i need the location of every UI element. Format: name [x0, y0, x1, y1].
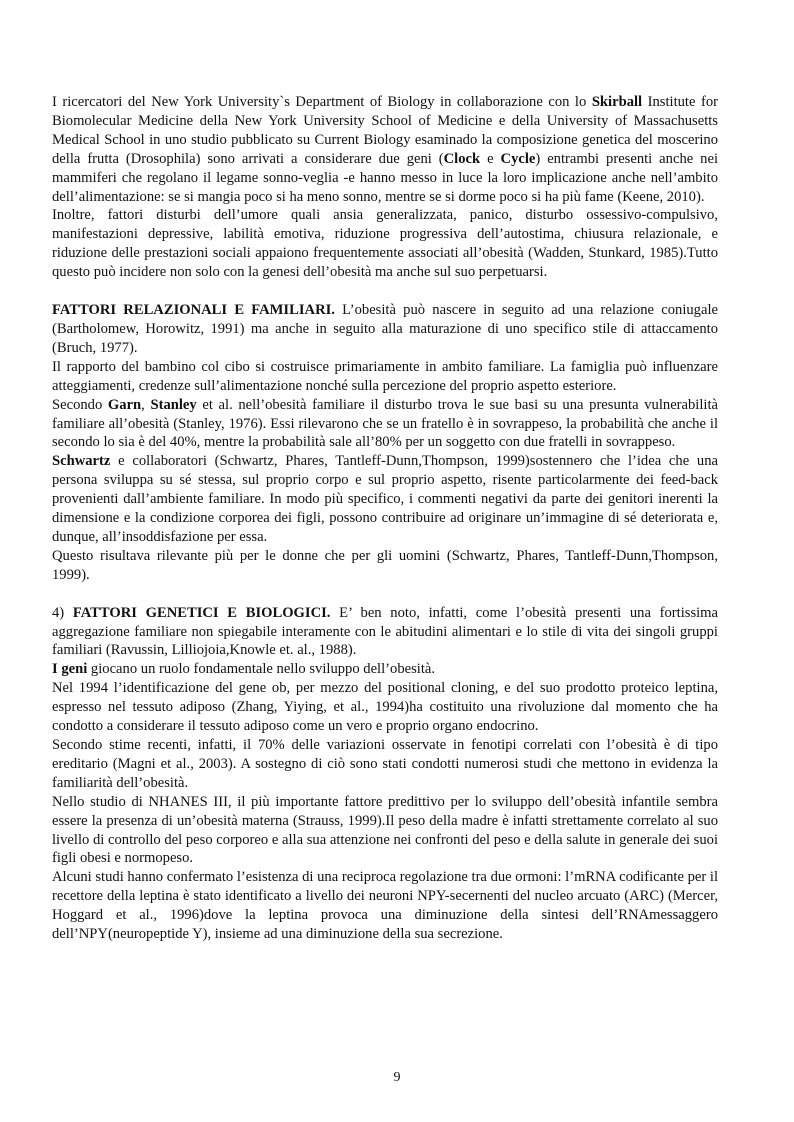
paragraph: Alcuni studi hanno confermato l’esistenza di una reciproca regolazione tra due ormoni: l’mRNA codificante per il recettore della leptina è stato identificato a livello dei neuroni NPY-secernenti del nucleo arcuato (ARC) (Mercer, Hoggard et al., 1996)dove la leptina provoca una diminuzione della sintesi dell’RNAmessaggero dell’NPY(neuropeptide Y), insieme ad una diminuzione della sua secrezione. [52, 869, 718, 943]
paragraph: Secondo stime recenti, infatti, il 70% delle variazioni osservate in fenotipi correlati con l’obesità è di tipo ereditario (Magni et al., 2003). A sostegno di ciò sono stati condotti numerosi studi che mettono in evidenza la familiarità dell’obesità. [52, 737, 718, 791]
paragraph: Il rapporto del bambino col cibo si costruisce primariamente in ambito familiare. La famiglia può influenzare atteggiamenti, credenze sull’alimentazione nonché sulla percezione del proprio aspetto esteriore. [52, 358, 718, 394]
paragraph: Secondo Garn, Stanley et al. nell’obesità familiare il disturbo trova le sue basi su una presunta vulnerabilità familiare all’obesità (Stanley, 1976). Essi rilevarono che se un fratello è in sovrappeso, la probabilità che anche il secondo lo sia è del 40%, mentre la probabilità sale all’80% per un soggetto con due fratelli in sovrappeso. [52, 396, 719, 451]
spacer [52, 585, 718, 604]
paragraph: I ricercatori del New York University`s Department of Biology in collaborazione con lo Skirball Institute for Biomolecular Medicine della New York University School of Medicine e della University of Massachusetts Medical School in uno studio pubblicato su Current Biology esaminado la composizione genetica del moscerino della frutta (Drosophila) sono arrivati a considerare due geni (Clock e Cycle) entrambi presenti anche nei mammiferi che regolano il legame sonno-veglia -e hanno messo in luce la loro implicazione anche nell’ambito dell’alimentazione: se si mangia poco si ha meno sonno, mentre se si dorme poco si ha più fame (Keene, 2010). [52, 94, 718, 205]
paragraph: Schwartz e collaboratori (Schwartz, Phares, Tantleff-Dunn,Thompson, 1999)sostennero che l’idea che una persona sviluppa su sé stessa, sul proprio corpo e sul proprio aspetto, risente particolarmente dei feed-back provenienti dall’ambiente familiare. In modo più specifico, i commenti negativi da parte dei genitori inerenti la dimensione e la condizione corporea dei figli, possono contribuire ad originare un’immagine di sé deteriorata e, dunque, all’insoddisfazione per essa. [52, 453, 718, 545]
paragraph: Nel 1994 l’identificazione del gene ob, per mezzo del positional cloning, e del suo prodotto proteico leptina, espresso nel tessuto adiposo (Zhang, Yiying, et al., 1994)ha costituito una rivoluzione dal momento che ha condotto a considerare il tessuto adiposo come un vero e proprio organo endocrino. [52, 680, 718, 735]
paragraph: Questo risultava rilevante più per le donne che per gli uomini (Schwartz, Phares, Tantleff-Dunn,Thompson, 1999). [52, 547, 718, 583]
document-body [52, 93, 718, 944]
spacer [52, 282, 718, 301]
paragraph: Inoltre, fattori disturbi dell’umore quali ansia generalizzata, panico, disturbo ossessivo-compulsivo, manifestazioni depressive, labilità emotiva, riduzione progressiva dell’autostima, chiusura relazionale, e riduzione delle prestazioni sociali appaiono frequentemente associati all’obesità (Wadden, Stunkard, 1985).Tutto questo può incidere non solo con la genesi dell’obesità ma anche sul suo perpetuarsi. [52, 207, 718, 281]
section-heading: FATTORI GENETICI E BIOLOGICI. [72, 604, 331, 621]
paragraph: I geni giocano un ruolo fondamentale nello sviluppo dell’obesità. [52, 661, 436, 678]
section-genetici: 4) FATTORI GENETICI E BIOLOGICI. E’ ben noto, infatti, come l’obesità presenti una fortissima aggregazione familiare non spiegabile interamente con le abitudini alimentari e lo stile di vita dei singoli gruppi familiari (Ravussin, Lilliojoia,Knowle et. al., 1988). [52, 604, 719, 659]
page-number: 9 [393, 1070, 401, 1085]
paragraph: Nello studio di NHANES III, il più importante fattore predittivo per lo sviluppo dell’obesità infantile sembra essere la presenza di un’obesità materna (Strauss, 1999).Il peso della madre è infatti strettamente correlato al suo livello di controllo del peso corporeo e alla sua attenzione nei confronti del peso e della salute in generale dei suoi figli obesi e normopeso. [52, 793, 718, 867]
section-relazionali: FATTORI RELAZIONALI E FAMILIARI. L’obesità può nascere in seguito ad una relazione coniugale (Bartholomew, Horowitz, 1991) ma anche in seguito alla maturazione di uno specifico stile di attaccamento (Bruch, 1977). [52, 302, 718, 356]
section-heading: FATTORI RELAZIONALI E FAMILIARI. [52, 302, 335, 319]
